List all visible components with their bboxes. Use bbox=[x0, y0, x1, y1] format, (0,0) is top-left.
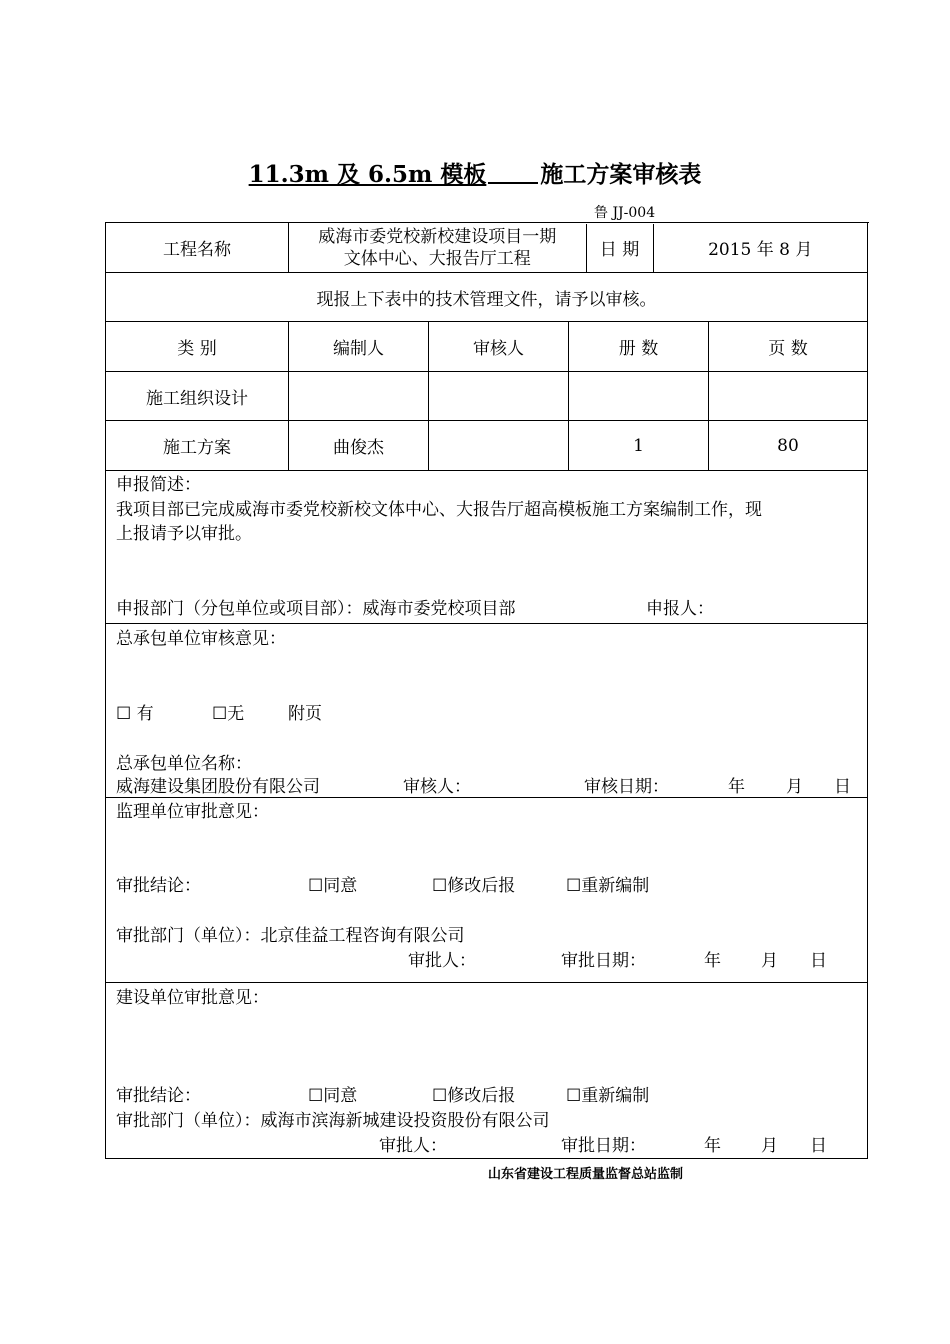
gc-unit-name: 威海建设集团股份有限公司 bbox=[116, 777, 320, 797]
request-row bbox=[106, 273, 868, 322]
owner-month: 月 bbox=[761, 1136, 778, 1156]
title-part2: 施工方案审核表 bbox=[540, 161, 702, 188]
sup-year: 年 bbox=[704, 951, 721, 971]
request-line: 现报上下表中的技术管理文件，请予以审核。 bbox=[106, 273, 868, 322]
row1-category: 施工组织设计 bbox=[106, 372, 289, 421]
row2-category: 施工方案 bbox=[106, 421, 289, 471]
gc-month: 月 bbox=[786, 777, 803, 797]
submission-dept: 申报部门（分包单位或项目部）：威海市委党校项目部 bbox=[116, 599, 516, 619]
table-row bbox=[106, 421, 868, 471]
col-pages: 页 数 bbox=[709, 322, 868, 372]
sup-heading: 监理单位审批意见： bbox=[116, 802, 269, 822]
sup-redo-checkbox[interactable]: ☐重新编制 bbox=[566, 876, 650, 896]
page-title bbox=[0, 156, 950, 189]
owner-heading: 建设单位审批意见： bbox=[116, 988, 269, 1008]
owner-year: 年 bbox=[704, 1136, 721, 1156]
row2-reviewer bbox=[429, 421, 569, 471]
supervision-section bbox=[106, 798, 868, 983]
owner-dept: 审批部门（单位）：威海市滨海新城建设投资股份有限公司 bbox=[116, 1111, 550, 1131]
applicant-label: 申报人： bbox=[646, 599, 714, 619]
row2-pages: 80 bbox=[709, 421, 868, 471]
sup-month: 月 bbox=[761, 951, 778, 971]
column-header-row bbox=[106, 322, 868, 372]
gc-heading: 总承包单位审核意见： bbox=[116, 629, 286, 649]
owner-revise-checkbox[interactable]: ☐修改后报 bbox=[432, 1086, 516, 1106]
gc-day: 日 bbox=[834, 777, 851, 797]
gc-year: 年 bbox=[728, 777, 745, 797]
attach-none-checkbox[interactable]: ☐无 bbox=[212, 704, 245, 724]
owner-redo-checkbox[interactable]: ☐重新编制 bbox=[566, 1086, 650, 1106]
submission-body-line2: 上报请予以审批。 bbox=[116, 524, 252, 544]
gc-unit-name-label: 总承包单位名称： bbox=[116, 754, 252, 774]
date-value: 2015 年 8 月 bbox=[708, 240, 813, 260]
row1-compiler bbox=[289, 372, 429, 421]
date-label: 日 期 bbox=[586, 224, 653, 272]
project-name-line1: 威海市委党校新校建设项目一期 bbox=[318, 226, 557, 247]
col-reviewer: 审核人 bbox=[429, 322, 569, 372]
owner-day: 日 bbox=[810, 1136, 827, 1156]
owner-approve-date-label: 审批日期： bbox=[561, 1136, 646, 1156]
col-category: 类 别 bbox=[106, 322, 289, 372]
form-code: 鲁 JJ-004 bbox=[594, 205, 656, 221]
submission-section bbox=[106, 471, 868, 624]
sup-conclusion-label: 审批结论： bbox=[116, 876, 201, 896]
project-name-label: 工程名称 bbox=[106, 223, 289, 273]
owner-agree-checkbox[interactable]: ☐同意 bbox=[308, 1086, 358, 1106]
project-name-line2: 文体中心、大报告厅工程 bbox=[343, 248, 531, 269]
review-form-table bbox=[105, 222, 868, 1159]
submission-body-line1: 我项目部已完成威海市委党校新校文体中心、大报告厅超高模板施工方案编制工作，现 bbox=[116, 500, 762, 520]
gc-reviewer-label: 审核人： bbox=[403, 777, 471, 797]
sup-agree-checkbox[interactable]: ☐同意 bbox=[308, 876, 358, 896]
owner-section bbox=[106, 983, 868, 1159]
title-blank bbox=[488, 162, 538, 184]
row1-pages bbox=[709, 372, 868, 421]
footer-issuer: 山东省建设工程质量监督总站监制 bbox=[488, 1167, 684, 1182]
table-row bbox=[106, 372, 868, 421]
sup-approve-date-label: 审批日期： bbox=[561, 951, 646, 971]
owner-approver-label: 审批人： bbox=[379, 1136, 447, 1156]
sup-dept: 审批部门（单位）：北京佳益工程咨询有限公司 bbox=[116, 926, 465, 946]
owner-conclusion-label: 审批结论： bbox=[116, 1086, 201, 1106]
col-compiler: 编制人 bbox=[289, 322, 429, 372]
sup-approver-label: 审批人： bbox=[408, 951, 476, 971]
row2-volumes: 1 bbox=[569, 421, 709, 471]
sup-day: 日 bbox=[810, 951, 827, 971]
gc-review-date-label: 审核日期： bbox=[584, 777, 669, 797]
row1-reviewer bbox=[429, 372, 569, 421]
row2-compiler: 曲俊杰 bbox=[289, 421, 429, 471]
general-contractor-section bbox=[106, 624, 868, 798]
submission-heading: 申报简述： bbox=[116, 475, 201, 495]
row1-volumes bbox=[569, 372, 709, 421]
attach-pages-label: 附页 bbox=[288, 704, 322, 724]
col-volumes: 册 数 bbox=[569, 322, 709, 372]
attach-has-checkbox[interactable]: ☐ 有 bbox=[116, 704, 154, 724]
title-part1: 11.3m 及 6.5m 模板 bbox=[248, 161, 487, 188]
sup-revise-checkbox[interactable]: ☐修改后报 bbox=[432, 876, 516, 896]
header-row bbox=[106, 223, 868, 273]
